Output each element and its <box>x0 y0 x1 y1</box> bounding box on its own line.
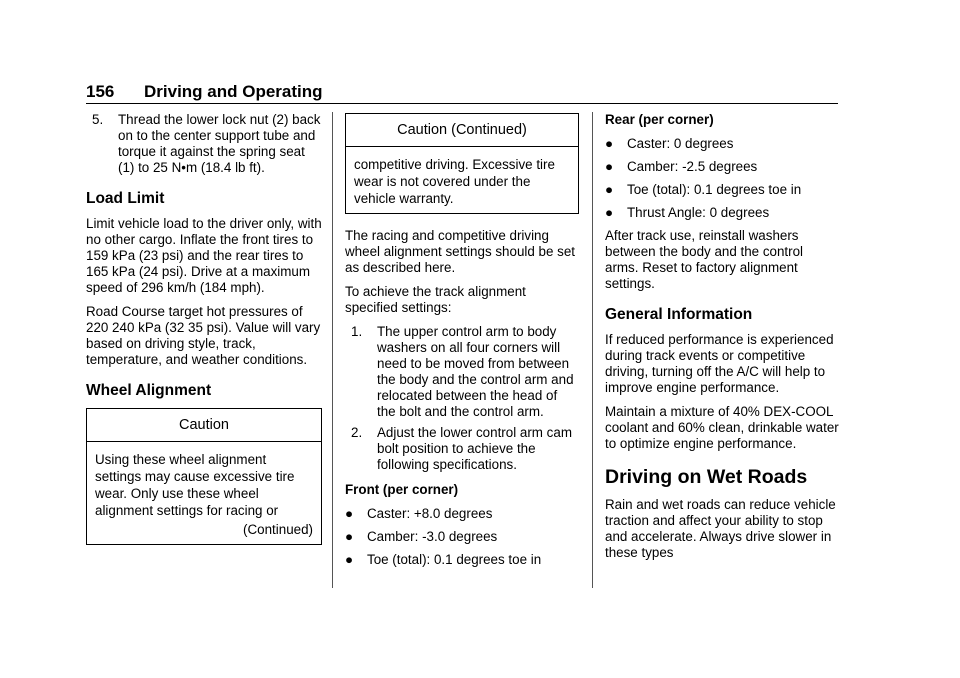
rear-bullet: ● Caster: 0 degrees <box>605 136 734 151</box>
rear-bullet: ● Toe (total): 0.1 degrees toe in <box>605 182 802 197</box>
caution-continued-title: Caution (Continued) <box>346 114 578 147</box>
general-paragraph-2: Maintain a mixture of 40% DEX-COOL coolant and 60% clean, drinkable water to optimize engine performance. <box>605 404 839 451</box>
caution-text: Using these wheel alignment settings may cause excessive tire wear. Only use these wheel alignment settings for racing or <box>95 452 295 518</box>
section-title: Driving and Operating <box>144 82 323 101</box>
step-number: 2. <box>351 425 363 440</box>
rear-bullet: ● Camber: -2.5 degrees <box>605 159 758 174</box>
caution-body <box>87 442 321 544</box>
caution-title: Caution <box>87 409 321 442</box>
page-header <box>86 82 838 104</box>
track-alignment-paragraph: To achieve the track alignment specified settings: <box>345 284 526 315</box>
bullet-icon: ● <box>345 529 354 544</box>
load-limit-heading: Load Limit <box>86 190 165 207</box>
step-text: Thread the lower lock nut (2) back on to the center support tube and torque it against the spring seat (1) to 25 N•m (18.4 lb ft). <box>118 112 321 175</box>
bullet-icon: ● <box>345 506 354 521</box>
after-track-paragraph: After track use, reinstall washers between the body and the control arms. Reset to factory alignment settings. <box>605 228 804 291</box>
step-number: 5. <box>92 112 104 127</box>
wheel-alignment-heading: Wheel Alignment <box>86 382 212 399</box>
general-paragraph-1: If reduced performance is experienced during track events or competitive driving, turning off the A/C will help to improve engine performance. <box>605 332 834 395</box>
step-5 <box>86 112 322 176</box>
front-label: Front (per corner) <box>345 482 459 497</box>
rear-label: Rear (per corner) <box>605 112 714 127</box>
step-number: 1. <box>351 324 363 339</box>
racing-paragraph: The racing and competitive driving wheel alignment settings should be set as described here. <box>345 228 576 275</box>
page-number: 156 <box>86 82 115 101</box>
step-text: The upper control arm to body washers on all four corners will need to be moved from between the body and the control arm and relocated between the head of the bolt and the control arm. <box>377 324 574 419</box>
column-3 <box>605 112 839 569</box>
column-divider-2 <box>592 112 593 588</box>
bullet-icon: ● <box>605 205 614 220</box>
column-2 <box>345 112 579 575</box>
wet-roads-heading: Driving on Wet Roads <box>605 466 808 488</box>
rear-bullet: ● Thrust Angle: 0 degrees <box>605 205 770 220</box>
bullet-icon: ● <box>605 182 614 197</box>
bullet-icon: ● <box>345 552 354 567</box>
front-bullet: ● Camber: -3.0 degrees <box>345 529 498 544</box>
front-bullet: ● Toe (total): 0.1 degrees toe in <box>345 552 542 567</box>
header-rule <box>86 103 838 104</box>
step-2 <box>345 425 579 473</box>
bullet-icon: ● <box>605 159 614 174</box>
load-limit-paragraph-1: Limit vehicle load to the driver only, with no other cargo. Inflate the front tires to 159 kPa (23 psi) and the rear tires to 165 kPa (24 psi). Drive at a maximum speed of 296 km/h (184 mph). <box>86 216 322 295</box>
general-information-heading: General Information <box>605 306 753 323</box>
column-divider-1 <box>332 112 333 588</box>
bullet-icon: ● <box>605 136 614 151</box>
caution-box <box>86 408 322 545</box>
step-text: Adjust the lower control arm cam bolt position to achieve the following specifications. <box>377 425 572 472</box>
caution-continued: (Continued) <box>243 522 313 537</box>
caution-continued-box <box>345 113 579 214</box>
column-1 <box>86 112 322 555</box>
front-bullet: ● Caster: +8.0 degrees <box>345 506 493 521</box>
load-limit-paragraph-2: Road Course target hot pressures of 220 240 kPa (32 35 psi). Value will vary based on driving style, track, temperature, and weather conditions. <box>86 304 321 367</box>
caution-continued-body: competitive driving. Excessive tire wear is not covered under the vehicle warranty. <box>354 157 555 206</box>
step-1 <box>345 324 579 420</box>
wet-roads-paragraph: Rain and wet roads can reduce vehicle traction and affect your ability to stop and accelerate. Always drive slower in these types <box>605 497 836 560</box>
